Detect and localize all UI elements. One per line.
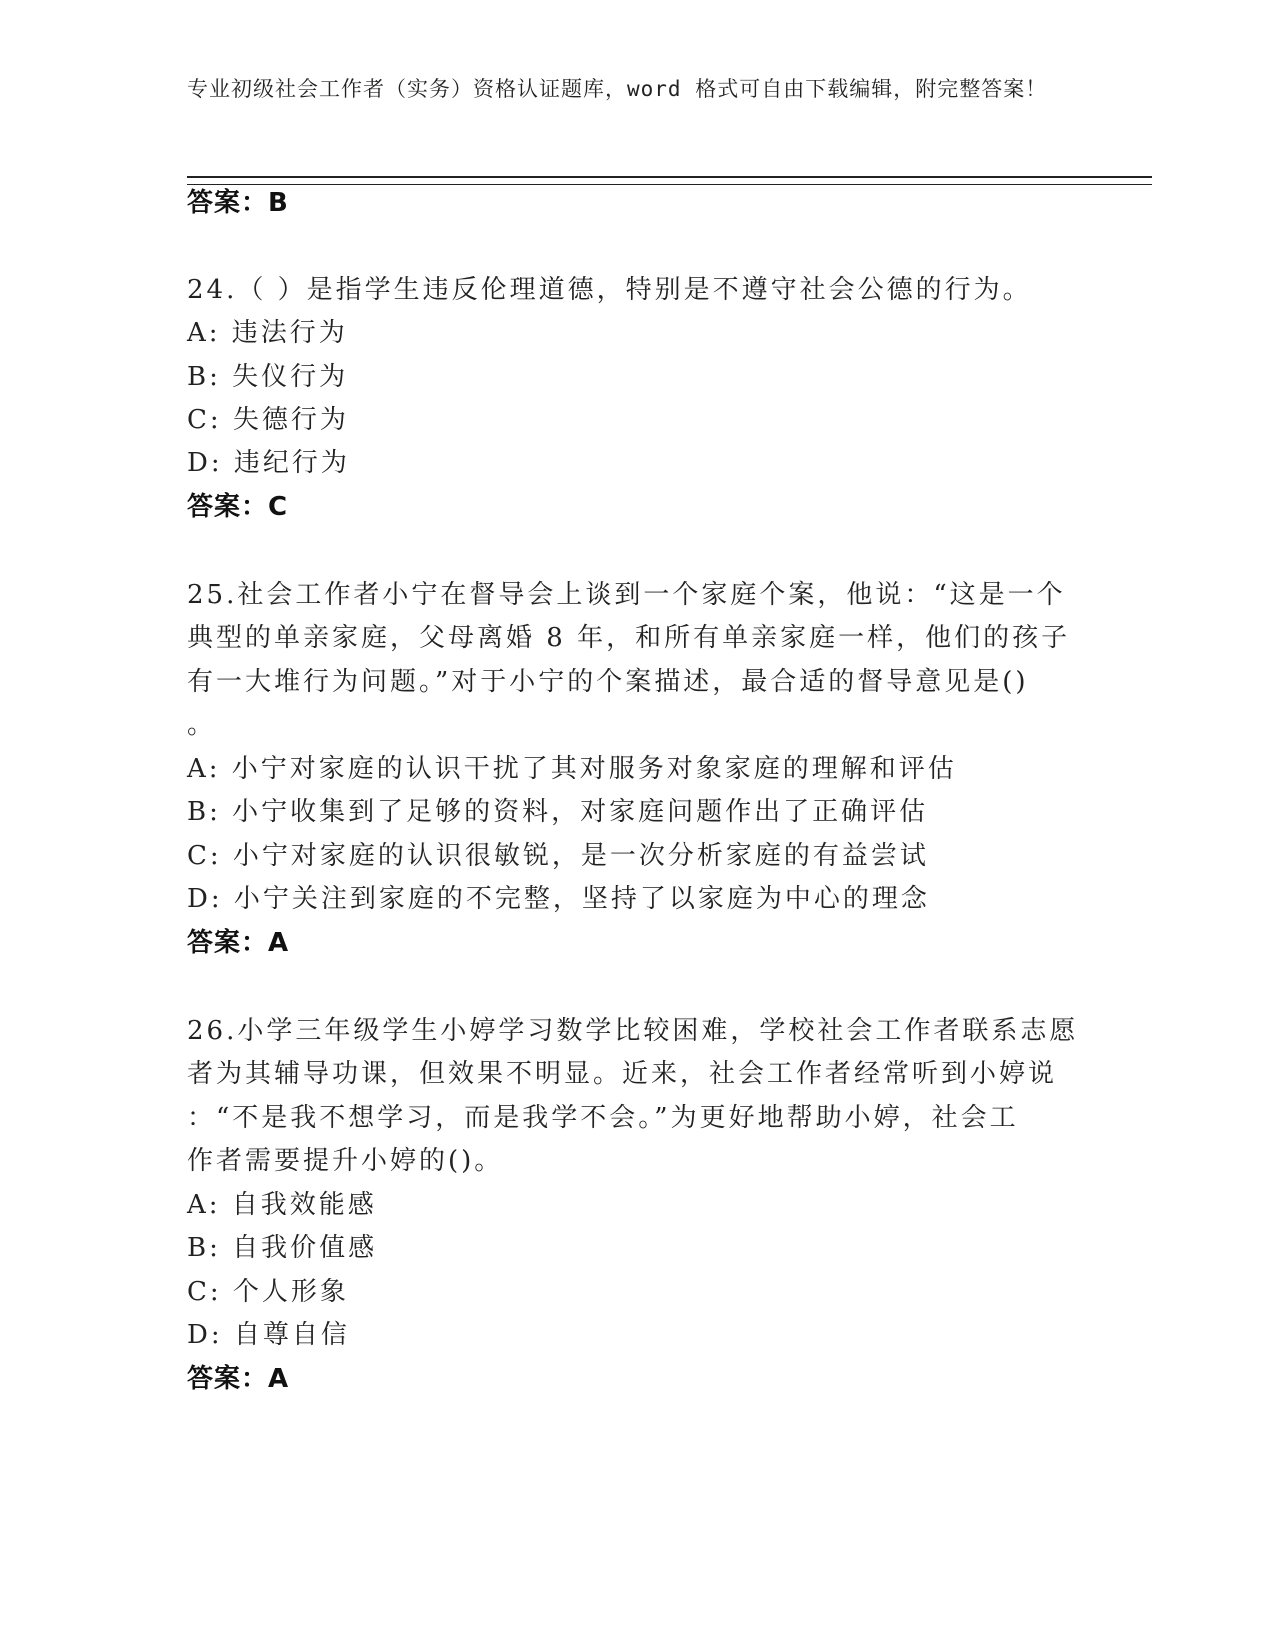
question-26-stem-line-3: ：“不是我不想学习，而是我学不会。”为更好地帮助小婷，社会工 — [187, 1103, 1019, 1133]
question-26-option-a: A: 自我效能感 — [187, 1190, 377, 1220]
document-header: 专业初级社会工作者（实务）资格认证题库，word 格式可自由下载编辑，附完整答案！ — [187, 77, 1048, 101]
answer-23: 答案：B — [187, 188, 289, 218]
question-26-option-c: C: 个人形象 — [187, 1277, 349, 1307]
question-25-option-c: C: 小宁对家庭的认识很敏锐，是一次分析家庭的有益尝试 — [187, 841, 929, 871]
header-divider — [187, 176, 1152, 185]
question-26-stem-line-4: 作者需要提升小婷的()。 — [187, 1146, 504, 1176]
question-25-stem-line-4: 。 — [187, 710, 217, 740]
answer-26: 答案：A — [187, 1364, 290, 1394]
question-25-stem-line-2: 典型的单亲家庭，父母离婚 8 年，和所有单亲家庭一样，他们的孩子 — [187, 623, 1071, 653]
question-26-stem-line-1: 26.小学三年级学生小婷学习数学比较困难，学校社会工作者联系志愿 — [187, 1016, 1079, 1046]
question-25-option-a: A: 小宁对家庭的认识干扰了其对服务对象家庭的理解和评估 — [187, 754, 957, 784]
question-24-option-d: D: 违纪行为 — [187, 448, 350, 478]
question-26-option-b: B: 自我价值感 — [187, 1233, 378, 1263]
question-25-option-b: B: 小宁收集到了足够的资料，对家庭问题作出了正确评估 — [187, 797, 929, 827]
question-26-stem-line-2: 者为其辅导功课，但效果不明显。近来，社会工作者经常听到小婷说 — [187, 1059, 1058, 1089]
answer-24: 答案：C — [187, 492, 289, 522]
question-26-option-d: D: 自尊自信 — [187, 1320, 350, 1350]
question-24-stem: 24.（ ）是指学生违反伦理道德，特别是不遵守社会公德的行为。 — [187, 275, 1032, 305]
question-25-option-d: D: 小宁关注到家庭的不完整，坚持了以家庭为中心的理念 — [187, 884, 930, 914]
question-24-option-b: B: 失仪行为 — [187, 362, 349, 392]
question-25-stem-line-3: 有一大堆行为问题。”对于小宁的个案描述，最合适的督导意见是() — [187, 667, 1029, 697]
question-24-option-c: C: 失德行为 — [187, 405, 349, 435]
question-25-stem-line-1: 25.社会工作者小宁在督导会上谈到一个家庭个案，他说：“这是一个 — [187, 580, 1066, 610]
question-24-option-a: A: 违法行为 — [187, 318, 348, 348]
answer-25: 答案：A — [187, 928, 290, 958]
